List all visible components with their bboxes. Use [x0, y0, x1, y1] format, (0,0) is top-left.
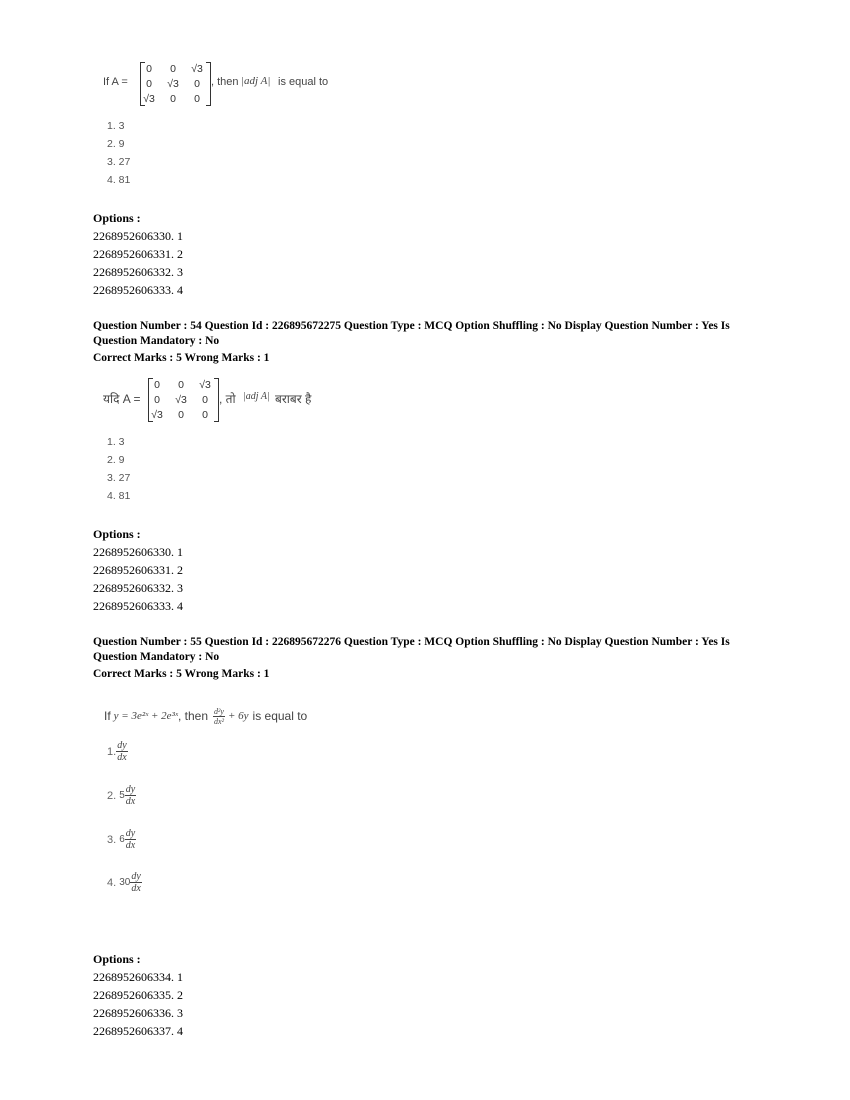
q55-stem-tail: + 6y: [227, 710, 249, 722]
option-row: 2268952606330. 1: [93, 229, 183, 243]
option-row: 2268952606336. 3: [93, 1006, 183, 1020]
q54-stem-expr: |adj A|: [243, 391, 270, 402]
q53-options: [93, 209, 183, 299]
q55-options: [93, 950, 183, 1040]
choice-item: 4. 81: [107, 490, 131, 502]
q54-header-line1: Question Number : 54 Question Id : 226895672275 Question Type : MCQ Option Shuffling : No Display Question Number : Yes Is: [93, 320, 730, 332]
option-row: 2268952606334. 1: [93, 970, 183, 984]
q55-stem-eq: y = 3e²ˣ + 2e³ˣ: [113, 710, 178, 722]
matrix-cell: √3: [167, 77, 179, 90]
matrix-cell: √3: [143, 92, 155, 105]
option-row: 2268952606332. 3: [93, 265, 183, 279]
matrix-cell: 0: [154, 378, 160, 391]
choice-coef: 5: [119, 790, 125, 801]
options-label: Options :: [93, 211, 141, 225]
matrix-cell: 0: [202, 393, 208, 406]
q55-stem-end: is equal to: [252, 709, 308, 723]
choice-fraction: [130, 871, 141, 894]
choice-item: 3. 27: [107, 156, 131, 168]
matrix-cell: √3: [175, 393, 187, 406]
fraction-numerator: dy: [131, 871, 141, 882]
matrix-cell: 0: [178, 408, 184, 421]
q54-header-line3: Correct Marks : 5 Wrong Marks : 1: [93, 352, 270, 364]
q55-stem-fraction: [213, 707, 225, 726]
matrix-cell: √3: [151, 408, 163, 421]
choice-item: [107, 784, 136, 807]
option-row: 2268952606331. 2: [93, 247, 183, 261]
matrix-cell: 0: [146, 62, 152, 75]
choice-fraction: [125, 828, 136, 851]
choice-item: [107, 871, 142, 894]
choice-item: 1. 3: [107, 120, 125, 132]
q55-stem: [104, 704, 307, 728]
choice-item: [107, 828, 136, 851]
q54-stem-prefix: यदि A =: [103, 392, 141, 406]
matrix-cell: 0: [178, 378, 184, 391]
q55-question-image: [104, 704, 424, 904]
q55-stem-then: , then: [177, 709, 209, 723]
choice-coef: 6: [119, 834, 125, 845]
fraction-denominator: dx: [125, 840, 136, 851]
fraction-numerator: d²y: [214, 706, 224, 716]
matrix-cell: 0: [194, 92, 200, 105]
q53-stem-end: is equal to: [278, 76, 329, 88]
option-row: 2268952606335. 2: [93, 988, 183, 1002]
matrix-cell: 0: [194, 77, 200, 90]
option-row: 2268952606330. 1: [93, 545, 183, 559]
q53-question-image: [103, 60, 403, 190]
matrix-cell: 0: [170, 92, 176, 105]
choice-label: 2.: [107, 789, 117, 802]
options-label: Options :: [93, 952, 141, 966]
choice-item: 3. 27: [107, 472, 131, 484]
matrix-cell: 0: [170, 62, 176, 75]
choice-label: 1.: [107, 745, 117, 758]
q53-stem-prefix: If A =: [103, 76, 128, 88]
choice-fraction: [116, 740, 127, 763]
choice-label: 4.: [107, 876, 117, 889]
choice-coef: 30: [119, 877, 131, 888]
options-label: Options :: [93, 527, 141, 541]
matrix-cell: √3: [191, 62, 203, 75]
q55-header-line2: Question Mandatory : No: [93, 651, 220, 663]
option-row: 2268952606337. 4: [93, 1024, 183, 1038]
fraction-numerator: dy: [125, 784, 136, 795]
q54-stem-then: , तो: [219, 392, 236, 406]
q53-stem-then: , then: [211, 76, 239, 88]
q54-header-line2: Question Mandatory : No: [93, 335, 220, 347]
matrix-cell: 0: [202, 408, 208, 421]
choice-item: 2. 9: [107, 454, 125, 466]
q55-stem-prefix: If: [104, 709, 111, 723]
option-row: 2268952606331. 2: [93, 563, 183, 577]
option-row: 2268952606333. 4: [93, 599, 183, 613]
matrix-cell: √3: [199, 378, 211, 391]
choice-item: [107, 740, 128, 763]
q54-stem-end: बराबर है: [275, 392, 312, 406]
option-row: 2268952606332. 3: [93, 581, 183, 595]
choice-item: 1. 3: [107, 436, 125, 448]
q53-matrix: [137, 61, 209, 106]
fraction-denominator: dx²: [214, 716, 224, 726]
q54-options: [93, 525, 183, 615]
q54-choice-list: [107, 433, 130, 505]
q55-header-line3: Correct Marks : 5 Wrong Marks : 1: [93, 668, 270, 680]
fraction-numerator: dy: [125, 828, 136, 839]
q54-question-image: [103, 376, 403, 506]
q54-matrix: [145, 377, 217, 422]
choice-item: 2. 9: [107, 138, 125, 150]
option-row: 2268952606333. 4: [93, 283, 183, 297]
fraction-numerator: dy: [117, 740, 127, 751]
q53-stem-expr: |adj A|: [241, 75, 271, 87]
matrix-cell: 0: [154, 393, 160, 406]
choice-item: 4. 81: [107, 174, 131, 186]
choice-fraction: [125, 784, 136, 807]
fraction-denominator: dx: [125, 796, 136, 807]
q55-header: [93, 635, 730, 682]
choice-label: 3.: [107, 833, 117, 846]
fraction-denominator: dx: [131, 883, 141, 894]
q54-header: [93, 319, 730, 366]
matrix-cell: 0: [146, 77, 152, 90]
q53-choice-list: [107, 117, 130, 189]
fraction-denominator: dx: [117, 752, 127, 763]
q55-header-line1: Question Number : 55 Question Id : 226895672276 Question Type : MCQ Option Shuffling : No Display Question Number : Yes Is: [93, 636, 730, 648]
